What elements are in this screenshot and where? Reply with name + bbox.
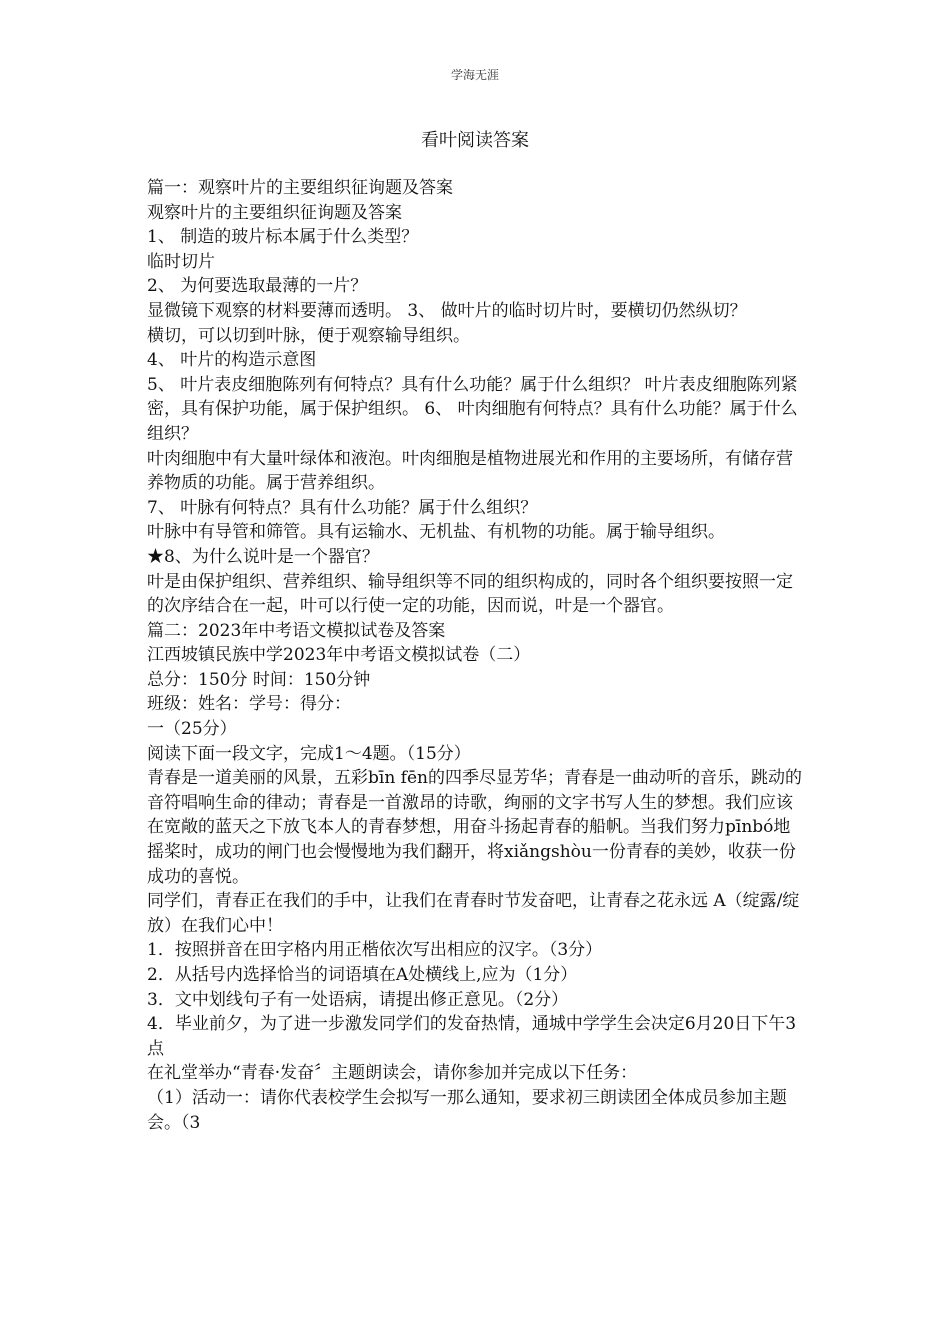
text-line: 5、 叶片表皮细胞陈列有何特点？具有什么功能？属于什么组织？ 叶片表皮细胞陈列紧密，具有保护功能，属于保护组织。 6、 叶肉细胞有何特点？具有什么功能？属于什么组织？ [147, 374, 798, 444]
text-line: 一（25分） [147, 719, 237, 740]
text-line: 总分：150分 时间：150分钟 [147, 669, 371, 690]
text-line: 显微镜下观察的材料要薄而透明。 3、 做叶片的临时切片时，要横切仍然纵切？ [147, 300, 747, 321]
text-line: 横切，可以切到叶脉，便于观察输导组织。 [147, 325, 470, 346]
text-line: （1）活动一：请你代表校学生会拟写一那么通知，要求初三朗读团全体成员参加主题会。（3 [147, 1087, 787, 1133]
text-line: 2、 为何要选取最薄的一片？ [147, 276, 368, 297]
text-line: 临时切片 [147, 251, 215, 272]
text-line: 1．按照拼音在田字格内用正楷依次写出相应的汉字。（3分） [147, 940, 603, 961]
text-line: 叶是由保护组织、营养组织、输导组织等不同的组织构成的，同时各个组织要按照一定的次序结合在一起，叶可以行使一定的功能，因而说，叶是一个器官。 [147, 571, 793, 617]
text-line: 观察叶片的主要组织征询题及答案 [147, 202, 402, 223]
text-line: 叶肉细胞中有大量叶绿体和液泡。叶肉细胞是植物进展光和作用的主要场所，有储存营养物质的功能。属于营养组织。 [147, 448, 793, 494]
text-line: 班级：姓名：学号：得分： [147, 694, 351, 715]
text-line: 阅读下面一段文字，完成1～4题。（15分） [147, 743, 471, 764]
text-line: 1、 制造的玻片标本属于什么类型？ [147, 227, 419, 248]
document-title: 看叶阅读答案 [421, 130, 529, 151]
text-line: 篇二：2023年中考语文模拟试卷及答案 [147, 620, 446, 641]
page-header: 学海无涯 [450, 68, 499, 82]
text-line: ★8、为什么说叶是一个器官？ [147, 546, 379, 567]
document-body [147, 176, 807, 1135]
text-line: 2．从括号内选择恰当的词语填在A处横线上,应为（1分） [147, 965, 578, 985]
text-line: 7、 叶脉有何特点？具有什么功能？属于什么组织？ [147, 497, 538, 518]
text-line: 江西坡镇民族中学2023年中考语文模拟试卷（二） [147, 645, 531, 666]
text-line: 叶脉中有导管和筛管。具有运输水、无机盐、有机物的功能。属于输导组织。 [147, 522, 725, 543]
text-line: 4．毕业前夕，为了进一步激发同学们的发奋热情，通城中学学生会决定6月20日下午3点 [147, 1014, 797, 1059]
text-line: 同学们，青春正在我们的手中，让我们在青春时节发奋吧，让青春之花永远 A（绽露/绽放）在我们心中！ [147, 891, 800, 936]
text-line: 篇一：观察叶片的主要组织征询题及答案 [147, 178, 453, 198]
text-line: 4、 叶片的构造示意图 [147, 350, 317, 371]
text-line: 在礼堂举办“青春·发奋〞主题朗读会，请你参加并完成以下任务： [147, 1063, 638, 1084]
text-line: 青春是一道美丽的风景，五彩bīn fēn的四季尽显芳华；青春是一曲动听的音乐，跳动的音符唱响生命的律动；青春是一首激昂的诗歌，绚丽的文字书写人生的梦想。我们应该在宽敞的蓝天之下放飞本人的青春梦想，用奋斗扬起青春的船帆。当我们努力pīnbó地摇桨时，成功的闸门也会慢慢地为我们翻开，将xiǎngshòu一份青春的美妙，收获一份成功的喜悦。 [147, 768, 802, 887]
text-line: 3．文中划线句子有一处语病，请提出修正意见。（2分） [147, 989, 569, 1010]
